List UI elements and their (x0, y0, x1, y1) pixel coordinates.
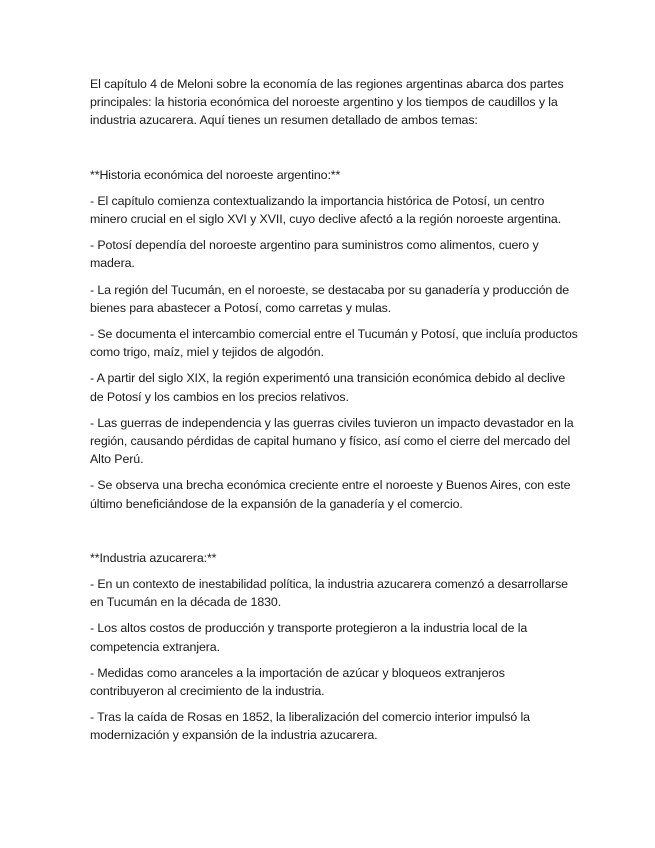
list-item: - Medidas como aranceles a la importación de azúcar y bloqueos extranjeros contribuyeron al crecimiento de la industria. (90, 665, 505, 699)
section-heading-noroeste: **Historia económica del noroeste argentino:** (90, 167, 341, 182)
list-item: - Tras la caída de Rosas en 1852, la liberalización del comercio interior impulsó la modernización y expansión de la industria azucarera. (90, 710, 530, 743)
list-item: - Los altos costos de producción y transporte protegieron a la industria local de la competencia extranjera. (90, 621, 528, 654)
list-item: - La región del Tucumán, en el noroeste, se destacaba por su ganadería y producción de bienes para abastecer a Potosí, como carretas y mulas. (90, 282, 570, 315)
intro-paragraph: El capítulo 4 de Meloni sobre la economía de las regiones argentinas abarca dos partes principales: la historia económica del noroeste argentino y los tiempos de caudillos y la industria azucarera. Aquí tienes un resumen detallado de ambos temas: (90, 77, 564, 128)
list-item: - Se documenta el intercambio comercial entre el Tucumán y Potosí, que incluía productos como trigo, maíz, miel y tejidos de algodón. (90, 327, 578, 360)
list-item: - Las guerras de independencia y las guerras civiles tuvieron un impacto devastador en la región, causando pérdidas de capital humano y físico, así como el cierre del mercado del Alto Perú. (90, 415, 574, 467)
list-item: - En un contexto de inestabilidad política, la industria azucarera comenzó a desarrollarse en Tucumán en la década de 1830. (90, 577, 568, 610)
list-item: - Potosí dependía del noroeste argentino para suministros como alimentos, cuero y madera. (90, 238, 539, 271)
section-spacer (90, 521, 580, 549)
section-heading-azucarera: **Industria azucarera:** (90, 550, 217, 565)
list-item: - Se observa una brecha económica creciente entre el noroeste y Buenos Aires, con este último beneficiándose de la expansión de la ganadería y el comercio. (90, 478, 571, 511)
list-item: - A partir del siglo XIX, la región experimentó una transición económica debido al declive de Potosí y los cambios en los precios relativos. (90, 371, 566, 404)
document-page (90, 75, 580, 753)
list-item: - El capítulo comienza contextualizando la importancia histórica de Potosí, un centro minero crucial en el siglo XVI y XVII, cuyo declive afectó a la región noroeste argentina. (90, 193, 562, 227)
